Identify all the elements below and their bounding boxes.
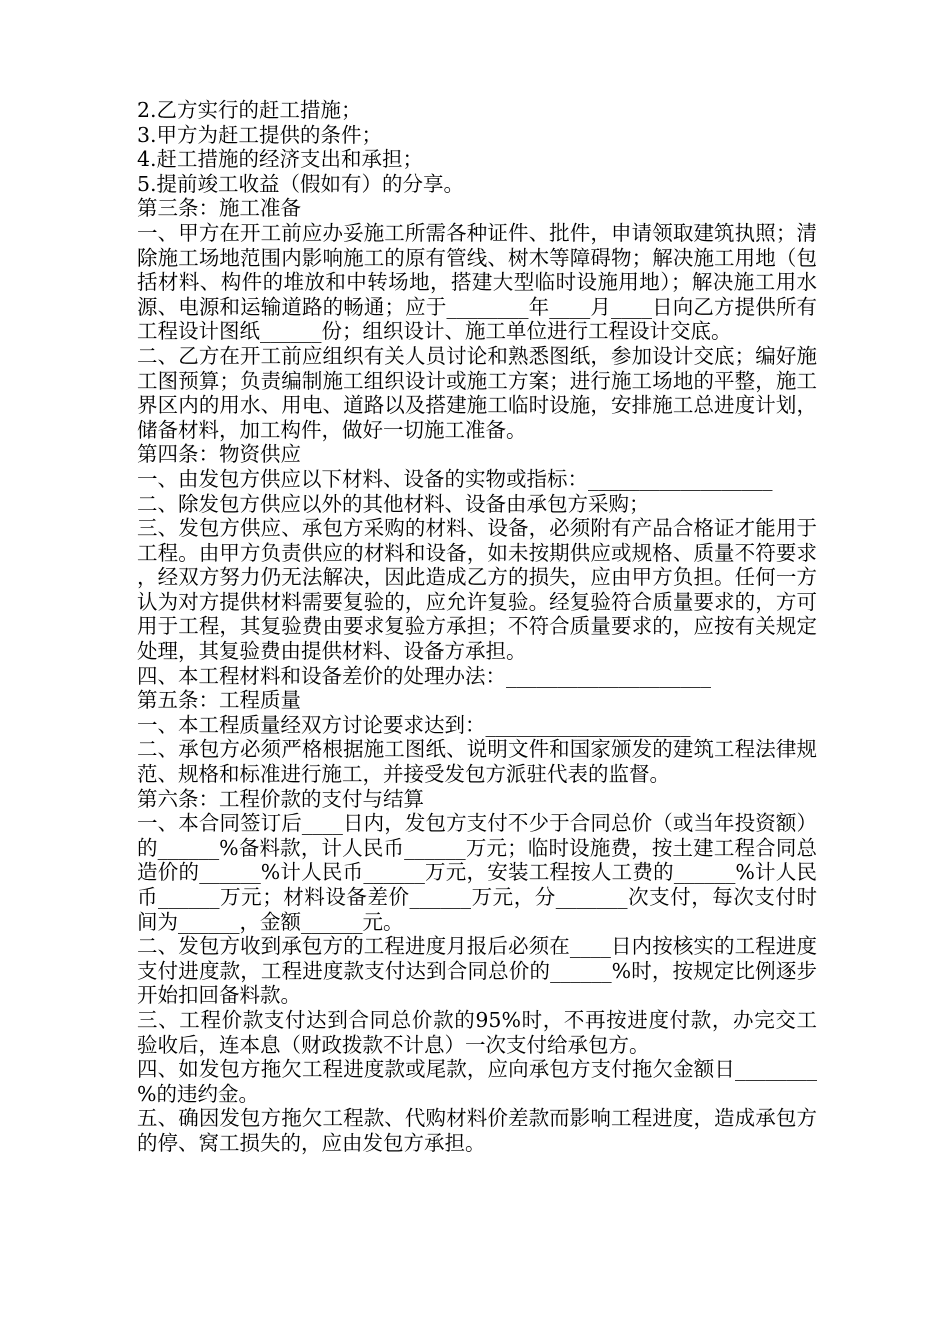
paragraph: 二、乙方在开工前应组织有关人员讨论和熟悉图纸，参加设计交底；编好施工图预算；负责编制施工组织设计或施工方案；进行施工场地的平整，施工界区内的用水、用电、道路以及搭建施工临时设施，安排施工总进度计划，储备材料，加工构件，做好一切施工准备。 [137,343,817,442]
paragraph: 二、承包方必须严格根据施工图纸、说明文件和国家颁发的建筑工程法律规范、规格和标准进行施工，并接受发包方派驻代表的监督。 [137,737,817,787]
list-item: 3.甲方为赶工提供的条件； [137,122,383,147]
document-body [137,98,817,1156]
paragraph: 二、发包方收到承包方的工程进度月报后必须在____日内按核实的工程进度支付进度款，工程进度款支付达到合同总价的______%时，按规定比例逐步开始扣回备料款。 [137,934,817,1008]
article-heading: 第四条：物资供应 [137,442,301,467]
paragraph: 一、由发包方供应以下材料、设备的实物或指标：__________________ [137,466,773,491]
paragraph: 一、甲方在开工前应办妥施工所需各种证件、批件，申请领取建筑执照；清除施工场地范围内影响施工的原有管线、树木等障碍物；解决施工用地（包括材料、构件的堆放和中转场地，搭建大型临时设施用地）；解决施工用水源、电源和运输道路的畅通；应于________年____月____日向乙方提供所有工程设计图纸______份；组织设计、施工单位进行工程设计交底。 [137,220,817,344]
paragraph: 二、除发包方供应以外的其他材料、设备由承包方采购； [137,491,650,516]
paragraph: 四、如发包方拖欠工程进度款或尾款，应向承包方支付拖欠金额日________%的违约金。 [137,1057,817,1106]
paragraph: 一、本工程质量经双方讨论要求达到：____________________ [137,712,691,737]
article-heading: 第六条：工程价款的支付与结算 [137,786,424,811]
list-item: 4.赶工措施的经济支出和承担； [137,147,424,172]
article-heading: 第三条：施工准备 [137,196,301,221]
article-heading: 第五条：工程质量 [137,688,301,713]
paragraph: 四、本工程材料和设备差价的处理办法：____________________ [137,663,711,688]
list-item: 2.乙方实行的赶工措施； [137,98,362,122]
list-item: 5.提前竣工收益（假如有）的分享。 [137,171,465,196]
paragraph: 一、本合同签订后____日内，发包方支付不少于合同总价（或当年投资额）的______%备料款，计人民币______万元；临时设施费，按土建工程合同总造价的______%计人民币______万元，安装工程按人工费的______%计人民币______万元；材料设备差价______万元，分_______次支付，每次支付时间为______，金额______元。 [137,811,817,934]
paragraph: 三、工程价款支付达到合同总价款的95%时，不再按进度付款，办完交工验收后，连本息（财政拨款不计息）一次支付给承包方。 [137,1007,817,1057]
paragraph: 五、确因发包方拖欠工程款、代购材料价差款而影响工程进度，造成承包方的停、窝工损失的，应由发包方承担。 [137,1106,817,1155]
paragraph: 三、发包方供应、承包方采购的材料、设备，必须附有产品合格证才能用于工程。由甲方负责供应的材料和设备，如未按期供应或规格、质量不符要求，经双方努力仍无法解决，因此造成乙方的损失，应由甲方负担。任何一方认为对方提供材料需要复验的，应允许复验。经复验符合质量要求的，方可用于工程，其复验费由要求复验方承担；不符合质量要求的，应按有关规定处理，其复验费由提供材料、设备方承担。 [137,516,817,664]
